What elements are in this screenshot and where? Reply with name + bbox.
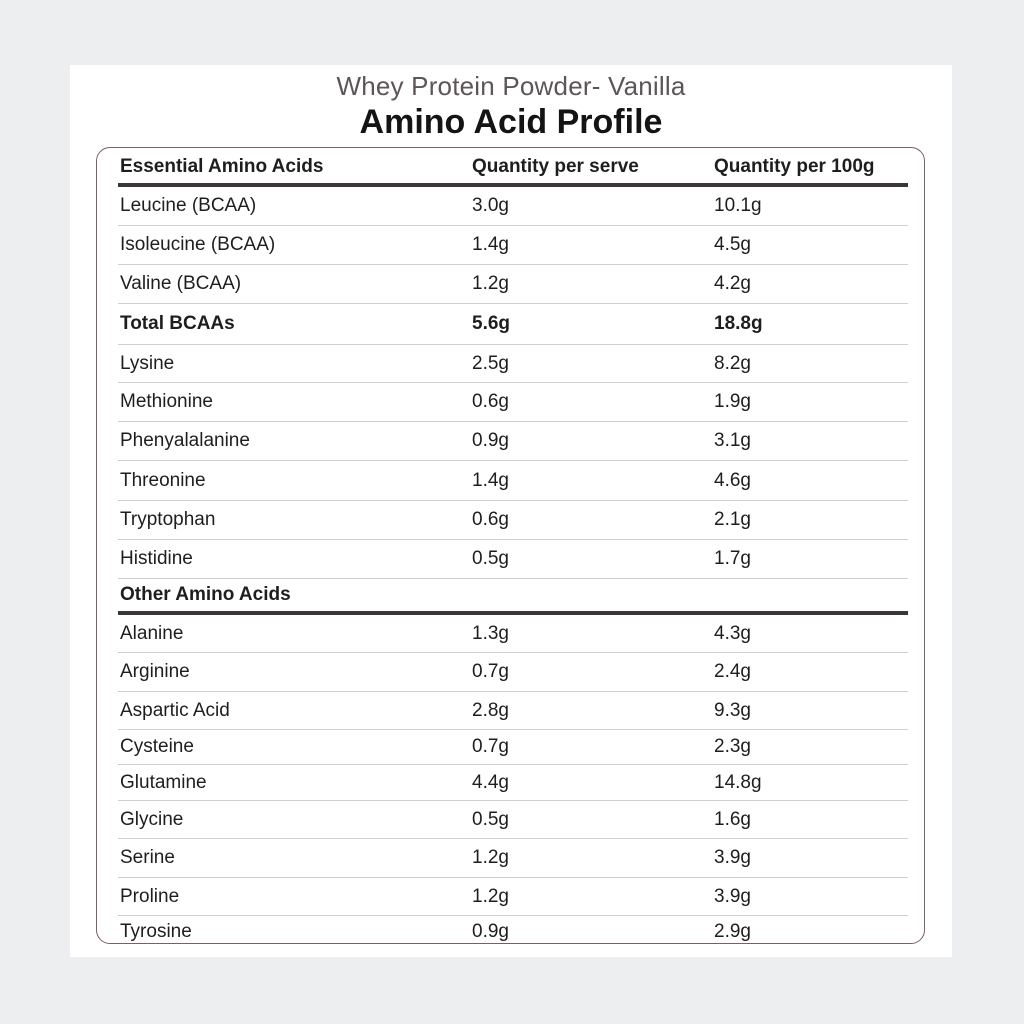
quantity-per-serve: 2.8g [472,699,509,721]
quantity-per-100g: 8.2g [714,352,751,374]
amino-acid-name: Lysine [120,352,175,374]
amino-acid-name: Glycine [120,808,184,830]
quantity-per-100g: 3.1g [714,430,751,451]
table-row [118,692,908,730]
table-row [118,187,908,226]
quantity-per-100g: 10.1g [714,195,762,216]
quantity-per-100g: 14.8g [714,771,762,793]
quantity-per-serve: 4.4g [472,771,509,793]
amino-acid-name: Alanine [120,622,184,644]
quantity-per-100g: 2.3g [714,736,751,757]
quantity-per-100g: 4.3g [714,622,751,644]
quantity-per-serve: 1.2g [472,847,509,868]
table-row [118,383,908,422]
quantity-per-serve: 0.7g [472,736,509,757]
quantity-per-100g: 3.9g [714,847,751,868]
product-subtitle: Whey Protein Powder- Vanilla [336,71,686,101]
amino-acid-card [70,65,952,957]
amino-acid-name: Threonine [120,469,206,491]
quantity-per-serve: 0.5g [472,808,509,830]
quantity-per-serve: 5.6g [472,313,511,334]
quantity-per-serve: 0.9g [472,430,509,451]
page-title: Amino Acid Profile [359,103,663,141]
total-bcaa-row [118,304,908,345]
quantity-per-serve: 0.7g [472,661,509,682]
amino-acid-name: Cysteine [120,736,194,757]
quantity-per-100g: 4.6g [714,469,751,491]
table-row [118,540,908,579]
amino-acid-name: Arginine [120,661,190,682]
table-row [118,226,908,265]
quantity-per-100g: 2.1g [714,509,751,530]
table-row [118,916,908,948]
quantity-per-serve: 1.4g [472,469,509,491]
section-header-label: Other Amino Acids [120,584,291,605]
quantity-per-100g: 1.9g [714,391,751,412]
quantity-per-100g: 2.4g [714,661,751,682]
amino-acid-name: Serine [120,847,175,868]
amino-acid-name: Valine (BCAA) [120,273,242,294]
quantity-per-serve: 0.5g [472,548,509,569]
table-row [118,615,908,653]
quantity-per-serve: 1.2g [472,273,509,294]
quantity-per-100g: 1.7g [714,548,751,569]
table-row [118,501,908,540]
table-row [118,461,908,501]
table-row [118,730,908,765]
quantity-per-100g: 18.8g [714,313,763,334]
amino-acid-name: Methionine [120,391,213,412]
amino-acid-name: Proline [120,885,180,907]
quantity-per-100g: 1.6g [714,808,751,830]
amino-acid-name: Aspartic Acid [120,699,230,721]
amino-acid-name: Glutamine [120,771,207,793]
amino-acid-table [118,150,908,948]
amino-acid-name: Tryptophan [120,509,216,530]
column-header-per-100g: Quantity per 100g [714,155,875,177]
quantity-per-serve: 0.9g [472,921,509,942]
amino-acid-name: Total BCAAs [120,313,235,334]
quantity-per-100g: 2.9g [714,921,751,942]
quantity-per-100g: 4.5g [714,234,751,255]
table-row [118,839,908,878]
table-row [118,765,908,801]
quantity-per-serve: 1.3g [472,622,509,644]
table-row [118,345,908,383]
table-row [118,422,908,461]
quantity-per-100g: 4.2g [714,273,751,294]
table-row [118,653,908,692]
table-header-row [118,150,908,187]
quantity-per-serve: 1.2g [472,885,509,907]
amino-acid-name: Tyrosine [120,921,192,942]
quantity-per-serve: 3.0g [472,195,509,216]
quantity-per-serve: 2.5g [472,352,509,374]
table-row [118,878,908,916]
other-amino-acids-header [118,579,908,615]
quantity-per-100g: 3.9g [714,885,751,907]
column-header-per-serve: Quantity per serve [472,155,639,177]
amino-acid-name: Isoleucine (BCAA) [120,234,276,255]
amino-acid-name: Histidine [120,548,193,569]
amino-acid-name: Phenyalalanine [120,430,250,451]
quantity-per-serve: 1.4g [472,234,509,255]
quantity-per-serve: 0.6g [472,509,509,530]
quantity-per-serve: 0.6g [472,391,509,412]
table-row [118,265,908,304]
amino-acid-name: Leucine (BCAA) [120,195,257,216]
table-row [118,801,908,839]
quantity-per-100g: 9.3g [714,699,751,721]
column-header-name: Essential Amino Acids [120,155,324,177]
